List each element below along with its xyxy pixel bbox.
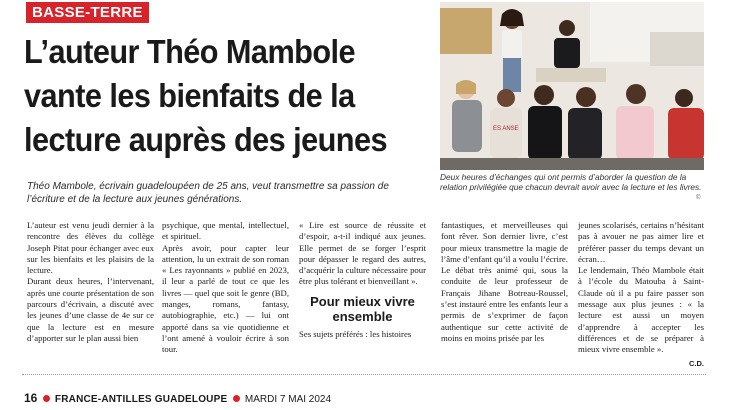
shirt-print: ES ANSE [493,126,519,132]
paragraph: L’auteur est venu jeudi dernier à la rencontre des élèves du collège Joseph Pitat pour échanger avec eux sur les bienfaits et les plaisirs de la lecture. [27,220,154,276]
issue-date: MARDI 7 MAI 2024 [244,394,332,405]
paragraph: Durant deux heures, l’intervenant, après une courte présentation de son parcours d’écrivain, a discuté avec les jeunes d’une classe de 4e sur ce que la lecture est en mesure d’apporter sur le plan aussi bien [27,276,154,343]
quote-paragraph: « Lire est source de réussite et d’espoir, a-t-il indiqué aux jeunes. Elle permet de se forger l’esprit pour dépasser le regard des autres, d’acquérir la culture nécessaire pour être plus tolérant et bienveillant ». [299,220,426,287]
text-column-1 [27,220,154,344]
paragraph: psychique, que mental, intellectuel, et spirituel. [162,220,289,242]
article-lead: Théo Mambole, écrivain guadeloupéen de 25 ans, veut transmettre sa passion de l’écriture et de la lecture aux jeunes générations. [27,181,389,205]
text-column-4 [441,220,568,344]
paragraph: Ses sujets préférés : les histoires [299,328,412,339]
article-headline: L’auteur Théo Mambole vante les bienfaits de la lecture auprès des jeunes [24,33,388,158]
section-rubric: BASSE-TERRE [26,2,149,23]
article-photo [440,2,704,170]
paragraph: Le débat très animé qui, sous la conduite de leur professeur de Français Jihane Botreau-Roussel, s’est instauré entre les enfants leur a permis de s’exprimer de façon authentique sur cette activité de moins en moins prisée par les [441,265,568,343]
footer-rule [22,374,706,375]
text-column-5 [578,220,704,369]
text-column-2 [162,220,289,356]
photo-credit: © [696,195,701,201]
photo-caption: Deux heures d’échanges qui ont permis d’aborder la question de la relation privilégiée que chacun devrait avoir avec la lecture et les livres. [440,172,702,192]
paragraph: fantastiques, et merveilleuses qui font rêver. Son dernier livre, c’est pour mieux transmettre la magie de l’âme d’enfant qu’il a voulu l’écrire. [441,220,568,264]
text-column-3 [299,220,426,340]
red-dot-icon [233,395,240,402]
paragraph: Après avoir, pour capter leur attention, lu un extrait de son roman « Les rayonnants » publié en 2023, il leur a parlé de tout ce que les livres — quel que soit le genre (BD, manges, romans, fantasy, autobiographie, etc.) — lui ont apporté dans sa vie quotidienne et l’ont amené à vouloir écrire à son tour. [162,242,289,355]
paragraph: Le lendemain, Théo Mambole était à l’école du Matouba à Saint-Claude où il a pu faire passer son message aux plus jeunes : « la lecture est aussi un moyen d’apprendre à accepter les différences et de se préparer à mieux vivre ensemble ». [578,265,704,355]
wall-poster [440,8,492,54]
red-dot-icon [43,395,50,402]
page-footer [24,391,331,405]
paragraph: jeunes scolarisés, certains n’hésitant pas à avouer ne pas aimer lire et préférer passer du temps devant un écran… [578,220,704,264]
publication-name: FRANCE-ANTILLES GUADELOUPE [54,394,228,405]
subheading: Pour mieux vivre ensemble [310,293,415,324]
page-number: 16 [24,391,38,405]
author-signature: C.D. [689,358,704,368]
